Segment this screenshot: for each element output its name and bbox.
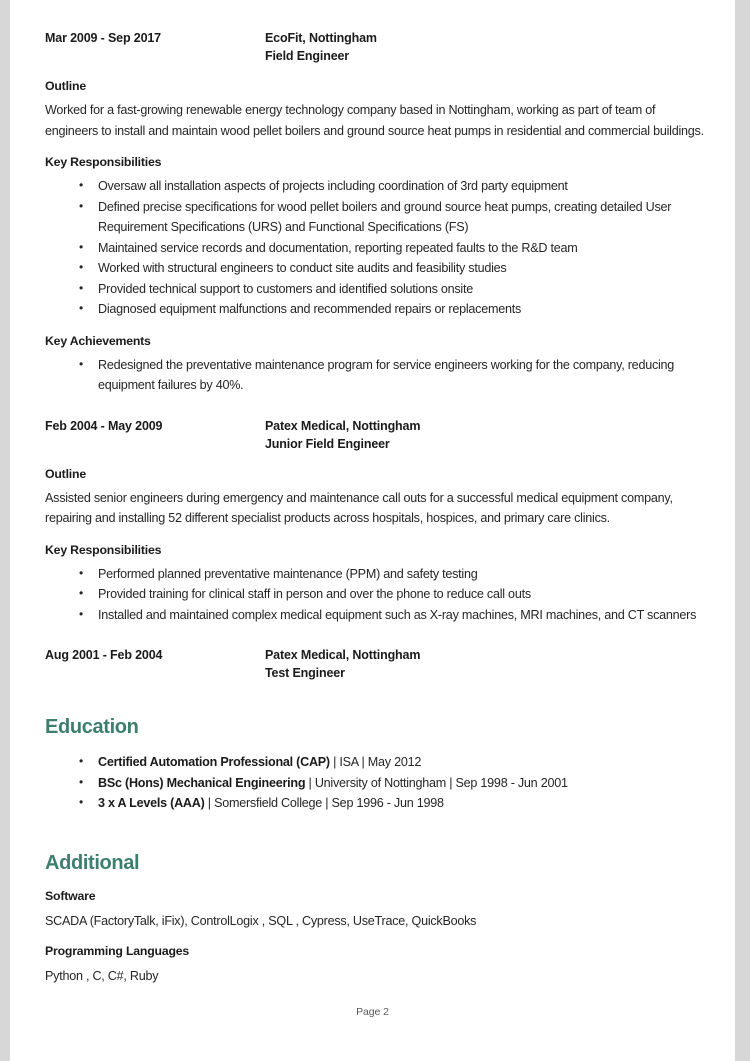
experience-entry	[45, 29, 706, 396]
resume-content	[45, 29, 706, 986]
job-company: Patex Medical, Nottingham	[265, 418, 421, 433]
job-title: Junior Field Engineer	[265, 436, 390, 451]
job-title: Field Engineer	[265, 49, 350, 63]
education-details: | University of Nottingham | Sep 1998 - Jun 2001	[305, 775, 568, 790]
list-item: • Installed and maintained complex medical equipment such as X-ray machines, MRI machines, and CT scanners	[45, 605, 706, 626]
job-header	[45, 417, 706, 453]
list-item: • Worked with structural engineers to conduct site audits and feasibility studies	[45, 258, 706, 279]
job-company: Patex Medical, Nottingham	[265, 648, 421, 662]
outline-text: Assisted senior engineers during emergency and maintenance call outs for a successful medical equipment company, repairing and installing 52 different specialist products across hospitals, hospices, and primary care clinics.	[45, 490, 673, 525]
section-spacer	[45, 625, 706, 646]
section-heading-additional: Additional	[45, 851, 140, 874]
responsibilities-label: Key Responsibilities	[45, 542, 162, 557]
outline-label: Outline	[45, 79, 86, 93]
skill-group-label: Software	[45, 888, 96, 903]
skill-group-value: Python , C, C#, Ruby	[45, 968, 159, 983]
achievements-label: Key Achievements	[45, 333, 151, 348]
job-dates: Mar 2009 - Sep 2017	[45, 31, 161, 45]
responsibilities-list	[45, 564, 706, 626]
list-item: • Oversaw all installation aspects of projects including coordination of 3rd party equipment	[45, 176, 706, 197]
list-item: • Redesigned the preventative maintenance program for service engineers working for the company, reducing equipment failures by 40%.	[45, 355, 706, 396]
responsibilities-list	[45, 176, 706, 320]
education-details: | Somersfield College | Sep 1996 - Jun 1998	[204, 796, 444, 810]
job-title: Test Engineer	[265, 666, 345, 680]
outline-label: Outline	[45, 466, 86, 481]
achievements-list	[45, 355, 706, 396]
education-qualification: 3 x A Levels (AAA)	[98, 796, 205, 810]
education-qualification: Certified Automation Professional (CAP)	[98, 755, 330, 769]
job-company: EcoFit, Nottingham	[265, 31, 377, 45]
job-dates: Feb 2004 - May 2009	[45, 418, 163, 433]
job-header	[45, 29, 706, 65]
education-list	[45, 752, 706, 814]
section-heading-education: Education	[45, 716, 139, 738]
skill-group-value: SCADA (FactoryTalk, iFix), ControlLogix , SQL , Cypress, UseTrace, QuickBooks	[45, 913, 477, 928]
education-qualification: BSc (Hons) Mechanical Engineering	[98, 775, 306, 790]
job-company-title	[265, 417, 706, 453]
skill-group-label: Programming Languages	[45, 943, 190, 958]
section-spacer	[45, 396, 706, 417]
job-company-title	[265, 29, 706, 65]
page-footer: Page 2	[356, 1006, 389, 1018]
experience-entry	[45, 417, 706, 626]
list-item: • Performed planned preventative maintenance (PPM) and safety testing	[45, 564, 706, 585]
list-item: • Defined precise specifications for wood pellet boilers and ground source heat pumps, creating detailed User Requirement Specifications (URS) and Functional Specifications (FS)	[45, 197, 706, 238]
list-item: • Maintained service records and documentation, reporting repeated faults to the R&D team	[45, 238, 706, 259]
resume-page	[10, 0, 735, 1061]
outline-text: Worked for a fast-growing renewable energy technology company based in Nottingham, working as part of team of engineers to install and maintain wood pellet boilers and ground source heat pumps in residential and commercial buildings.	[45, 103, 704, 138]
list-item: • Provided training for clinical staff in person and over the phone to reduce call outs	[45, 584, 706, 605]
list-item	[45, 793, 706, 814]
education-details: | ISA | May 2012	[329, 755, 422, 769]
job-dates: Aug 2001 - Feb 2004	[45, 648, 163, 662]
experience-entry	[45, 646, 706, 682]
list-item	[45, 752, 706, 773]
job-header	[45, 646, 706, 682]
list-item: • Diagnosed equipment malfunctions and recommended repairs or replacements	[45, 299, 706, 320]
list-item	[45, 773, 706, 794]
list-item: • Provided technical support to customers and identified solutions onsite	[45, 279, 706, 300]
responsibilities-label: Key Responsibilities	[45, 155, 162, 169]
job-company-title	[265, 646, 706, 682]
